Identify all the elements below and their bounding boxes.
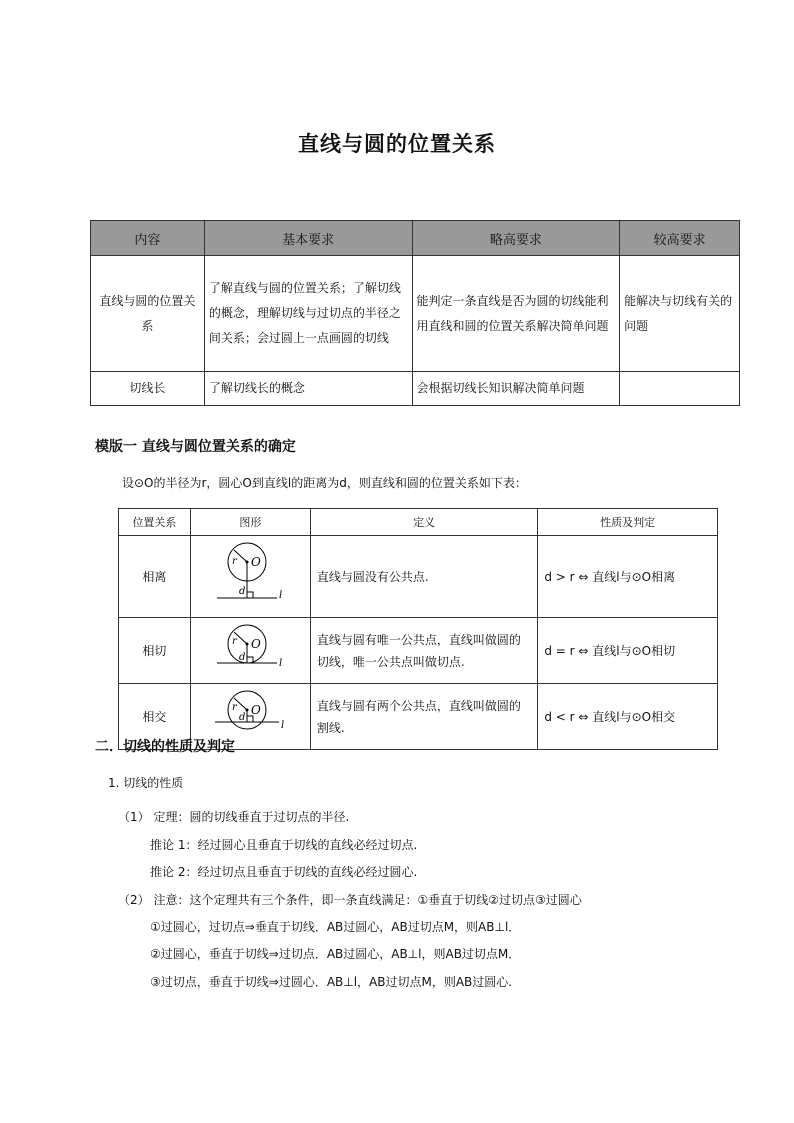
text-line: 推论 2：经过切点且垂直于切线的直线必经过圆心. [150,865,418,879]
text-line: ②过圆心，垂直于切线⇒过切点．AB过圆心，AB⊥l，则AB过切点M． [150,947,521,961]
table-cell: d < r ⇔ 直线l与⊙O相交 [538,684,718,750]
label-d: d [239,586,246,597]
header-cell: 图形 [190,509,310,536]
table-cell: 直线与圆有唯一公共点，直线叫做圆的切线，唯一公共点叫做切点. [310,618,538,684]
tangent-diagram [207,622,293,672]
diagram-cell [190,618,310,684]
position-table [118,508,718,750]
label-r: r [232,556,238,567]
header-cell: 略高要求 [412,221,620,256]
table-cell: 直线与圆的位置关系 [91,256,205,372]
table-cell: 能判定一条直线是否为圆的切线能利用直线和圆的位置关系解决简单问题 [412,256,620,372]
table-row [119,618,718,684]
text-line: （2） 注意：这个定理共有三个条件，即一条直线满足：①垂直于切线②过切点③过圆心 [118,893,582,907]
header-cell: 内容 [91,221,205,256]
header-cell: 位置关系 [119,509,191,536]
label-l: l [279,590,283,601]
label-l: l [281,720,285,731]
text-line: 推论 1：经过圆心且垂直于切线的直线必经过切点. [150,838,418,852]
page-title: 直线与圆的位置关系 [298,132,496,156]
label-o: O [251,703,262,717]
section-heading: 模版一 直线与圆位置关系的确定 [95,439,296,455]
table-cell: 相离 [119,536,191,618]
header-cell: 基本要求 [204,221,412,256]
table-cell: d > r ⇔ 直线l与⊙O相离 [538,536,718,618]
table-cell: 直线与圆有两个公共点，直线叫做圆的割线. [310,684,538,750]
section-heading: 二．切线的性质及判定 [95,739,235,755]
table-cell: d = r ⇔ 直线l与⊙O相切 [538,618,718,684]
table-cell: 相切 [119,618,191,684]
requirements-table [90,220,740,406]
separate-diagram [207,540,293,606]
text-line: ①过圆心，过切点⇒垂直于切线．AB过圆心，AB过切点M，则AB⊥l． [150,920,521,934]
subheading: 1. 切线的性质 [108,776,184,790]
table-header-row [119,509,718,536]
header-cell: 性质及判定 [538,509,718,536]
table-header-row [91,221,740,256]
table-cell: 能解决与切线有关的问题 [620,256,740,372]
diagram-cell [190,536,310,618]
table-cell: 了解直线与圆的位置关系；了解切线的概念，理解切线与过切点的半径之间关系；会过圆上一点画圆的切线 [204,256,412,372]
label-o: O [251,555,262,569]
table-cell [620,372,740,406]
label-d: d [239,652,246,663]
table-cell: 直线与圆没有公共点. [310,536,538,618]
table-row [91,256,740,372]
label-r: r [232,636,238,647]
table-cell: 切线长 [91,372,205,406]
intersect-diagram [207,688,293,738]
table-cell: 会根据切线长知识解决简单问题 [412,372,620,406]
text-line: （1） 定理：圆的切线垂直于过切点的半径. [118,810,350,824]
label-o: O [251,637,262,651]
label-d: d [239,712,246,723]
text-line: ③过切点，垂直于切线⇒过圆心．AB⊥l，AB过切点M，则AB过圆心. [150,975,513,989]
table-cell: 了解切线长的概念 [204,372,412,406]
intro-text: 设⊙O的半径为r，圆心O到直线l的距离为d，则直线和圆的位置关系如下表： [122,476,527,490]
header-cell: 较高要求 [620,221,740,256]
header-cell: 定义 [310,509,538,536]
table-cell: 相交 [119,684,191,750]
label-l: l [279,658,283,669]
table-row [119,536,718,618]
table-row [91,372,740,406]
label-r: r [232,702,238,713]
